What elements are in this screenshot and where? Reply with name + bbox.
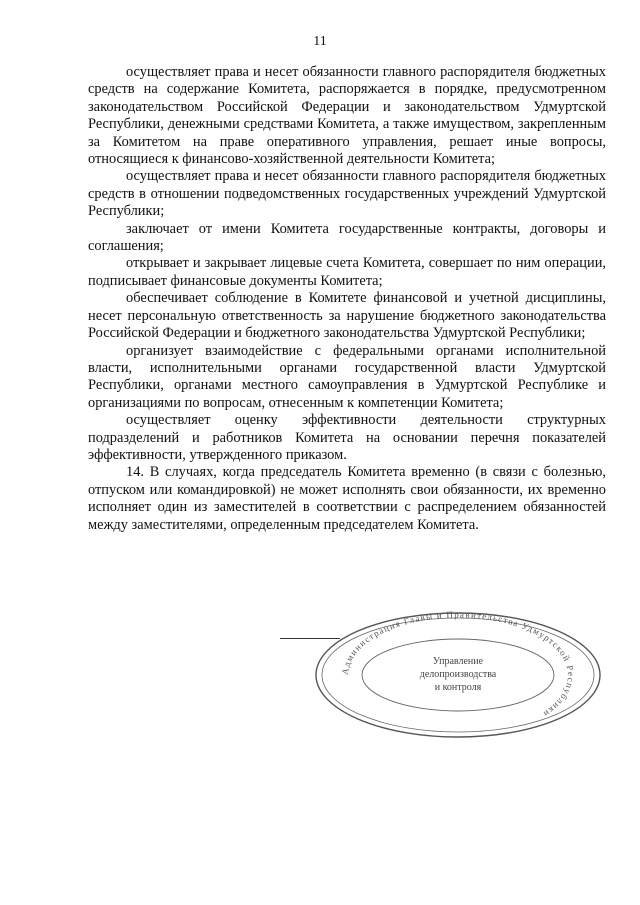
stamp-line: делопроизводства — [419, 669, 497, 680]
paragraph: заключает от имени Комитета государственные контракты, договоры и соглашения; — [88, 220, 606, 255]
paragraph: осуществляет права и несет обязанности главного распорядителя бюджетных средств на содержание Комитета, распоряжается в порядке, предусмотренном законодательством Российской Федерации и законодательством Удмуртской Республики, денежными средствами Комитета, а также имуществом, закрепленным за Комитетом на праве оперативного управления, решает иные вопросы, относящиеся к финансово-хозяйственной деятельности Комитета; — [88, 64, 606, 168]
paragraph: 14. В случаях, когда председатель Комитета временно (в связи с болезнью, отпуском или командировкой) не может исполнять свои обязанности, их временно исполняет один из заместителей в соответствии с распределением обязанностей между заместителями, определенным председателем Комитета. — [88, 464, 606, 533]
signature-stamp-area — [280, 610, 640, 740]
paragraph: осуществляет оценку эффективности деятельности структурных подразделений и работников Комитета на основании перечня показателей эффективности, утвержденного приказом. — [88, 412, 606, 463]
paragraph: организует взаимодействие с федеральными органами исполнительной власти, исполнительными органами государственной власти Удмуртской Республики, органами местного самоуправления в Удмуртской Республике и организациями по вопросам, отнесенным к компетенции Комитета; — [88, 342, 606, 411]
paragraph: обеспечивает соблюдение в Комитете финансовой и учетной дисциплины, несет персональную ответственность за нарушение бюджетного законодательства Российской Федерации и бюджетного законодательства Удмуртской Республики; — [88, 290, 606, 342]
page-number: 11 — [313, 34, 327, 49]
stamp-line: и контроля — [434, 682, 482, 693]
official-stamp-icon — [298, 610, 618, 740]
stamp-line: Управление — [432, 656, 484, 667]
document-body — [88, 64, 606, 534]
stamp-ring-text: Администрация Главы и Правительства Удмуртской Республики — [339, 610, 577, 720]
paragraph: открывает и закрывает лицевые счета Комитета, совершает по ним операции, подписывает финансовые документы Комитета; — [88, 255, 606, 289]
paragraph: осуществляет права и несет обязанности главного распорядителя бюджетных средств в отношении подведомственных государственных учреждений Удмуртской Республики; — [88, 168, 606, 220]
